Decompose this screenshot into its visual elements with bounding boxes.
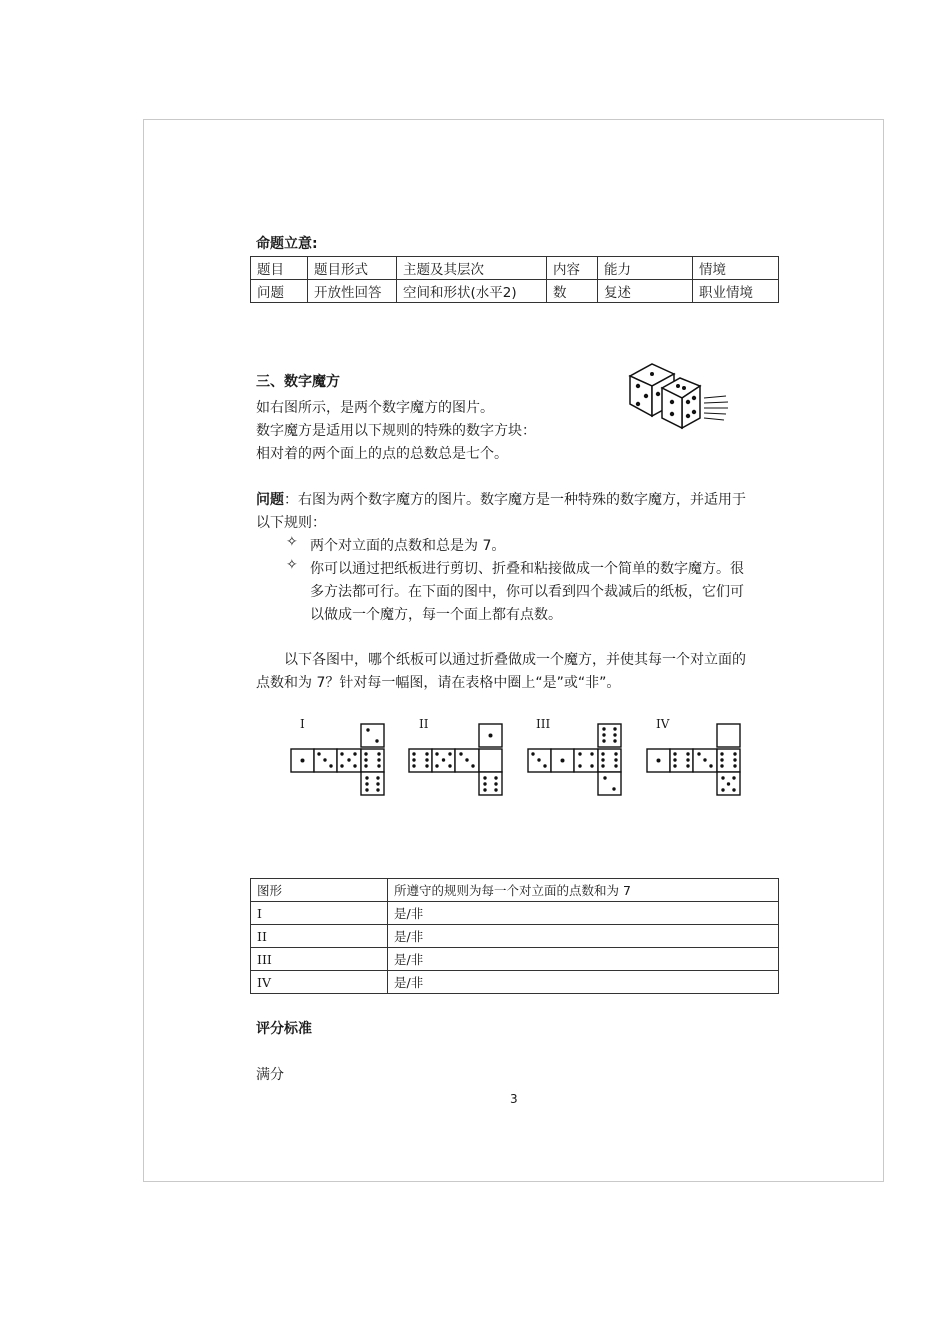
table-cell: I	[251, 902, 388, 925]
net-label: I	[300, 717, 305, 731]
table-cell: 数	[547, 280, 598, 303]
table-cell[interactable]: 是/非	[388, 925, 779, 948]
table-cell: II	[251, 925, 388, 948]
intro-line: 相对着的两个面上的点的总数总是七个。	[256, 446, 508, 462]
net-IV	[645, 723, 745, 798]
table-row	[251, 280, 779, 303]
table-cell: IV	[251, 971, 388, 994]
table-cell[interactable]: 是/非	[388, 948, 779, 971]
table-cell: 题目形式	[308, 257, 397, 280]
intent-heading: 命题立意:	[256, 236, 318, 252]
table-cell: 内容	[547, 257, 598, 280]
table-row	[251, 925, 779, 948]
question-text: ：右图为两个数字魔方的图片。数字魔方是一种特殊的数字魔方，并适用于	[284, 492, 746, 508]
net-III	[526, 723, 626, 798]
section-title: 三、数字魔方	[256, 374, 340, 390]
net-label: III	[536, 717, 551, 731]
bullet-icon: ✧	[286, 557, 298, 573]
scoring-heading: 评分标准	[256, 1021, 312, 1037]
table-cell: 问题	[251, 280, 308, 303]
question-label: 问题	[256, 492, 284, 508]
table-cell: 开放性回答	[308, 280, 397, 303]
bullet-text: 两个对立面的点数和总是为 7。	[310, 538, 506, 554]
table-row	[251, 971, 779, 994]
table-header-cell: 所遵守的规则为每一个对立面的点数和为 7	[388, 879, 779, 902]
intent-table	[250, 256, 779, 303]
net-II	[407, 723, 507, 798]
paragraph-line: 以下各图中，哪个纸板可以通过折叠做成一个魔方，并使其每一个对立面的	[284, 652, 746, 668]
bullet-text: 以做成一个魔方，每一个面上都有点数。	[310, 607, 562, 623]
table-cell: 主题及其层次	[397, 257, 547, 280]
intro-line: 数字魔方是适用以下规则的特殊的数字方块：	[256, 423, 536, 439]
table-row	[251, 879, 779, 902]
table-cell: 情境	[693, 257, 779, 280]
scoring-full: 满分	[256, 1067, 284, 1083]
answer-table	[250, 878, 779, 994]
dice-illustration	[622, 358, 732, 430]
bullet-text: 多方法都可行。在下面的图中，你可以看到四个裁减后的纸板，它们可	[310, 584, 744, 600]
table-cell: 能力	[598, 257, 693, 280]
table-row	[251, 257, 779, 280]
table-cell[interactable]: 是/非	[388, 971, 779, 994]
table-cell: 题目	[251, 257, 308, 280]
bullet-text: 你可以通过把纸板进行剪切、折叠和粘接做成一个简单的数字魔方。很	[310, 561, 744, 577]
table-cell[interactable]: 是/非	[388, 902, 779, 925]
table-row	[251, 902, 779, 925]
paragraph-line: 点数和为 7？针对每一幅图，请在表格中圈上“是”或“非”。	[256, 675, 621, 691]
net-I	[289, 723, 389, 798]
page-number: 3	[510, 1092, 518, 1106]
table-cell: 空间和形状(水平2)	[397, 280, 547, 303]
table-cell: 职业情境	[693, 280, 779, 303]
table-cell: III	[251, 948, 388, 971]
table-row	[251, 948, 779, 971]
net-label: II	[419, 717, 429, 731]
question-line	[256, 490, 746, 510]
document-page	[143, 119, 884, 1182]
net-label: IV	[656, 717, 670, 731]
bullet-icon: ✧	[286, 534, 298, 550]
question-line: 以下规则：	[256, 515, 326, 531]
table-header-cell: 图形	[251, 879, 388, 902]
intro-line: 如右图所示，是两个数字魔方的图片。	[256, 400, 494, 416]
table-cell: 复述	[598, 280, 693, 303]
